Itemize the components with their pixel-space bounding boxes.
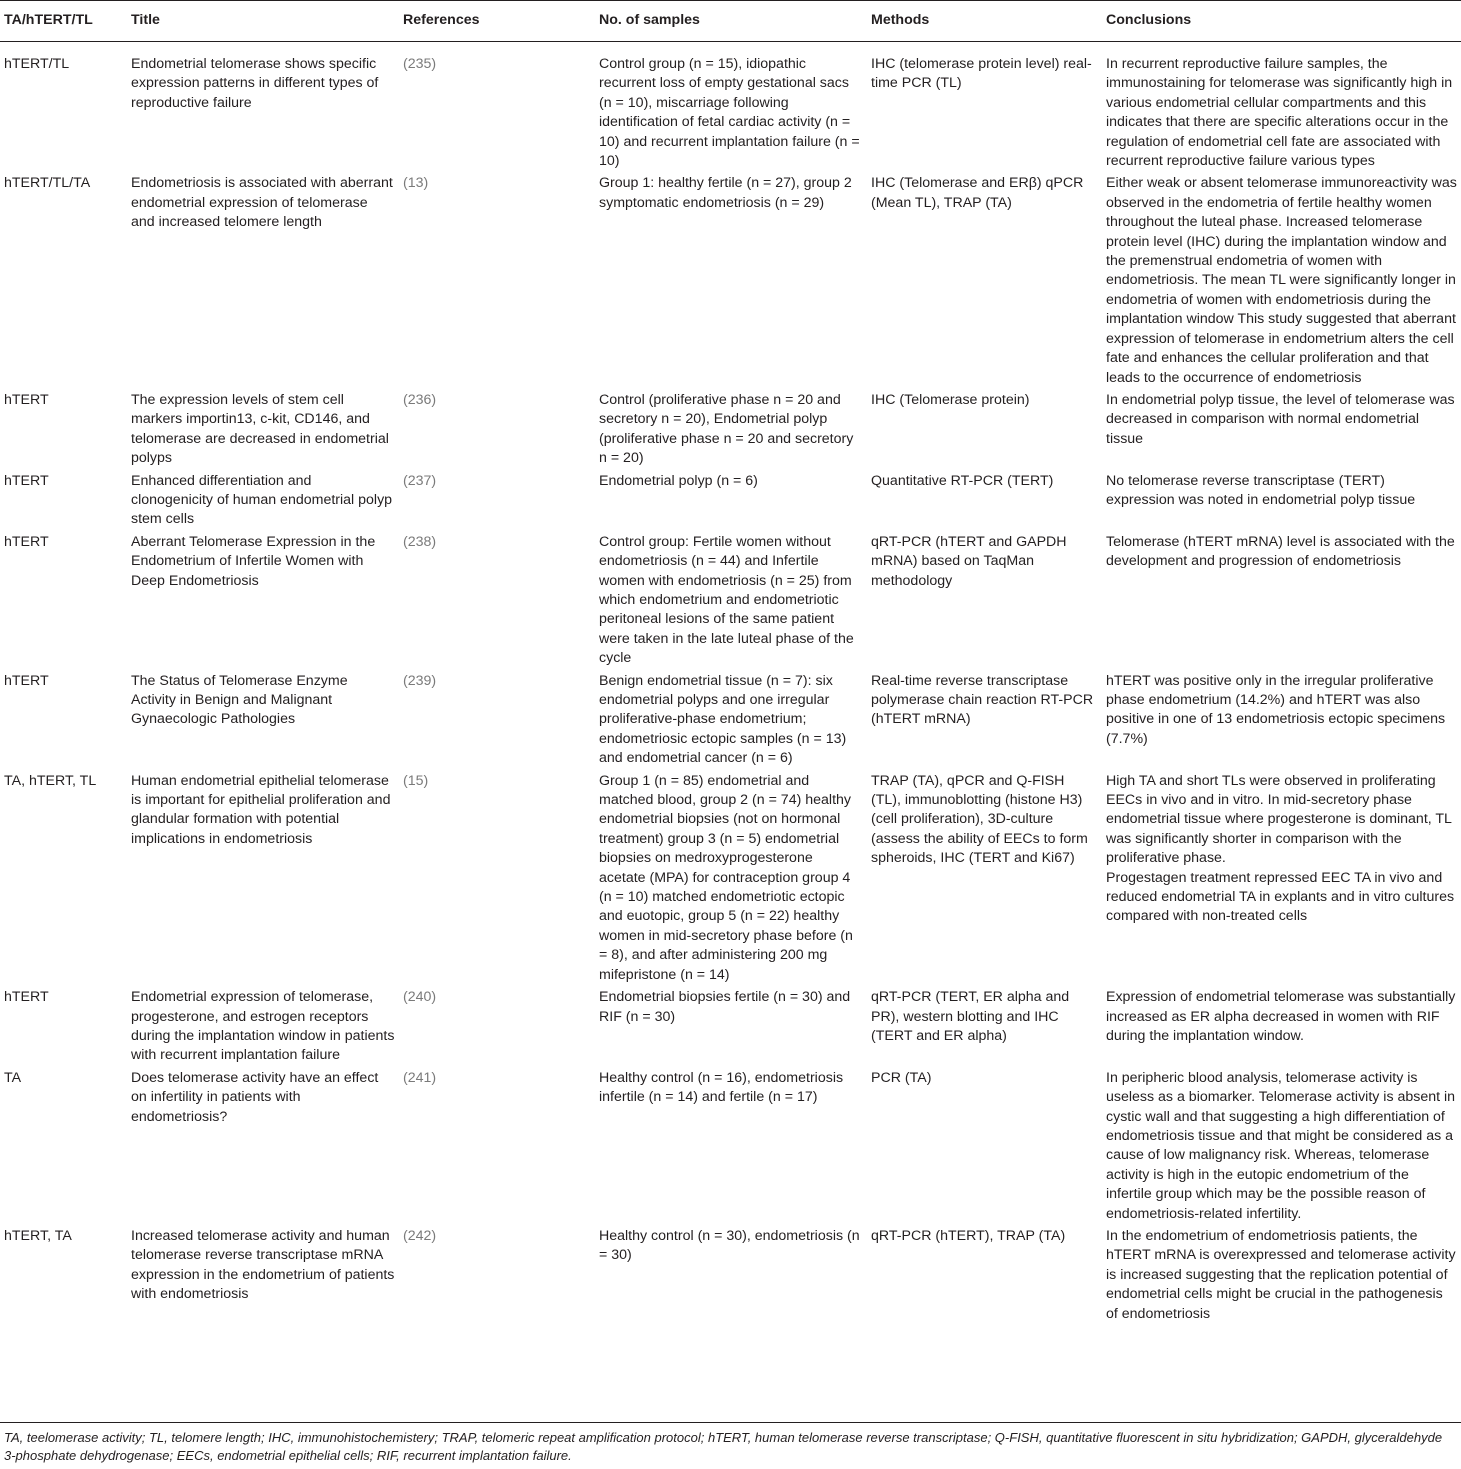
cell-reference[interactable]: (13) — [403, 175, 429, 192]
cell-title: The expression levels of stem cell markers importin13, c-kit, CD146, and telomerase are decreased in endometrial polyps — [131, 391, 389, 467]
table-row — [0, 1224, 1461, 1332]
cell-samples: Group 1: healthy fertile (n = 27), group 2 symptomatic endometriosis (n = 29) — [599, 175, 852, 211]
header-row — [0, 1, 1461, 42]
table-header — [0, 1, 1461, 42]
cell-reference[interactable]: (241) — [403, 1069, 437, 1086]
cell-type: hTERT/TL — [4, 56, 70, 72]
cell-methods: TRAP (TA), qPCR and Q-FISH (TL), immunoblotting (histone H3) (cell proliferation), 3D-culture (assess the ability of EECs to form spheroids, IHC (TERT and Ki67) — [871, 772, 1088, 867]
cell-methods: qRT-PCR (TERT, ER alpha and PR), western blotting and IHC (TERT and ER alpha) — [871, 989, 1070, 1044]
cell-type: hTERT/TL/TA — [4, 175, 91, 192]
cell-reference[interactable]: (236) — [403, 391, 437, 408]
cell-samples: Control group: Fertile women without endometriosis (n = 44) and Infertile women with endometriosis (n = 25) from which endometrium and endometriotic peritoneal lesions of the same patient were taken in the late luteal phase of the cycle — [599, 533, 854, 667]
cell-title: Aberrant Telomerase Expression in the Endometrium of Infertile Women with Deep Endometriosis — [131, 533, 376, 589]
cell-reference[interactable]: (15) — [403, 772, 429, 789]
cell-conclusions: hTERT was positive only in the irregular proliferative phase endometrium (14.2%) and hTERT was also positive in one of 13 endometriosis ectopic specimens (7.7%) — [1106, 672, 1446, 747]
header-type: TA/hTERT/TL — [0, 1, 127, 42]
table-footnote: TA, teelomerase activity; TL, telomere length; IHC, immunohistochemistery; TRAP, telomeric repeat amplification protocol; hTERT, human telomerase reverse transcriptase; Q-FISH, quantitative fluorescent in situ hybridization; GAPDH, glyceraldehyde 3-phosphate dehydrogenase; EECs, endometrial epithelial cells; RIF, recurrent implantation failure. — [0, 1422, 1461, 1465]
table-body — [0, 42, 1461, 1333]
cell-title: Enhanced differentiation and clonogenicity of human endometrial polyp stem cells — [131, 472, 393, 528]
cell-title: Endometrial telomerase shows specific expression patterns in different types of reproductive failure — [131, 56, 379, 111]
cell-title: The Status of Telomerase Enzyme Activity in Benign and Malignant Gynaecologic Pathologies — [131, 672, 348, 728]
cell-title: Endometrial expression of telomerase, progesterone, and estrogen receptors during the implantation window in patients with recurrent implantation failure — [131, 989, 395, 1064]
header-methods: Methods — [867, 1, 1102, 42]
cell-type: hTERT, TA — [4, 1227, 72, 1244]
table-row — [0, 530, 1461, 669]
cell-samples: Healthy control (n = 16), endometriosis infertile (n = 14) and fertile (n = 17) — [599, 1069, 844, 1106]
cell-samples: Endometrial polyp (n = 6) — [599, 472, 758, 489]
cell-title: Does telomerase activity have an effect on infertility in patients with endometriosis? — [131, 1069, 379, 1125]
table-row — [0, 669, 1461, 769]
cell-reference[interactable]: (235) — [403, 56, 437, 72]
header-conclusions: Conclusions — [1102, 1, 1461, 42]
header-samples: No. of samples — [595, 1, 867, 42]
cell-samples: Endometrial biopsies fertile (n = 30) and RIF (n = 30) — [599, 989, 851, 1025]
cell-reference[interactable]: (239) — [403, 672, 437, 689]
cell-samples: Healthy control (n = 30), endometriosis (n = 30) — [599, 1227, 860, 1264]
cell-conclusions: No telomerase reverse transcriptase (TERT) expression was noted in endometrial polyp tissue — [1106, 472, 1416, 508]
table-row — [0, 985, 1461, 1066]
table-row — [0, 42, 1461, 172]
cell-samples: Control (proliferative phase n = 20 and secretory n = 20), Endometrial polyp (proliferative phase n = 20 and secretory n = 20) — [599, 391, 854, 467]
table-row — [0, 469, 1461, 530]
cell-type: hTERT — [4, 472, 49, 489]
cell-conclusions: In endometrial polyp tissue, the level of telomerase was decreased in comparison with normal endometrial tissue — [1106, 391, 1455, 447]
cell-type: hTERT — [4, 533, 49, 550]
cell-type: TA, hTERT, TL — [4, 772, 97, 789]
cell-samples: Benign endometrial tissue (n = 7): six endometrial polyps and one irregular proliferative-phase endometrium; endometriosic ectopic samples (n = 13) and endometrial cancer (n = 6) — [599, 672, 847, 767]
cell-conclusions: High TA and short TLs were observed in proliferating EECs in vivo and in vitro. In mid-secretory phase endometrial tissue where progesterone is dominant, TL was significantly shorter in comparison with the proliferative phase. Progestagen treatment repressed EEC TA in vivo and reduced endometrial TA in explants and in vitro cultures compared with non-treated cells — [1106, 772, 1455, 925]
cell-methods: Quantitative RT-PCR (TERT) — [871, 472, 1054, 489]
cell-methods: IHC (Telomerase protein) — [871, 391, 1030, 408]
header-references: References — [399, 1, 595, 42]
cell-methods: qRT-PCR (hTERT and GAPDH mRNA) based on TaqMan methodology — [871, 533, 1067, 589]
table-row — [0, 769, 1461, 985]
cell-reference[interactable]: (242) — [403, 1227, 437, 1244]
cell-samples: Group 1 (n = 85) endometrial and matched blood, group 2 (n = 74) healthy endometrial biopsies (not on hormonal treatment) group 3 (n = 5) endometrial biopsies on medroxyprogesterone acetate (MPA) for contraception group 4 (n = 10) matched endometriotic ectopic and euotopic, group 5 (n = 22) healthy women in mid-secretory phase before (n = 8), and after administering 200 mg mifepristone (n = 14) — [599, 772, 853, 983]
cell-reference[interactable]: (240) — [403, 989, 437, 1006]
cell-title: Endometriosis is associated with aberrant endometrial expression of telomerase and increased telomere length — [131, 175, 393, 231]
cell-type: TA — [4, 1069, 22, 1086]
cell-samples: Control group (n = 15), idiopathic recurrent loss of empty gestational sacs (n = 10), miscarriage following identification of fetal cardiac activity (n = 10) and recurrent implantation failure (n = 10) — [599, 56, 860, 170]
cell-type: hTERT — [4, 989, 49, 1006]
cell-methods: PCR (TA) — [871, 1069, 932, 1086]
cell-methods: IHC (telomerase protein level) real-time PCR (TL) — [871, 56, 1092, 92]
table-row — [0, 171, 1461, 387]
cell-methods: Real-time reverse transcriptase polymerase chain reaction RT-PCR (hTERT mRNA) — [871, 672, 1094, 728]
cell-conclusions: In recurrent reproductive failure samples, the immunostaining for telomerase was significantly high in various endometrial cellular compartments and this indicates that there are specific alterations occur in the regulation of endometrial cell fate are associated with recurrent reproductive failure various types — [1106, 56, 1453, 170]
cell-conclusions: In the endometrium of endometriosis patients, the hTERT mRNA is overexpressed and telomerase activity is increased suggesting that the replication potential of endometrial cells might be crucial in the pathogenesis of endometriosis — [1106, 1227, 1456, 1322]
cell-title: Human endometrial epithelial telomerase is important for epithelial proliferation and glandular formation with potential implications in endometriosis — [131, 772, 391, 847]
cell-conclusions: Expression of endometrial telomerase was substantially increased as ER alpha decreased in women with RIF during the implantation window. — [1106, 989, 1456, 1044]
cell-conclusions: Telomerase (hTERT mRNA) level is associated with the development and progression of endometriosis — [1106, 533, 1455, 570]
table-row — [0, 388, 1461, 469]
cell-methods: IHC (Telomerase and ERβ) qPCR (Mean TL), TRAP (TA) — [871, 175, 1084, 211]
cell-reference[interactable]: (237) — [403, 472, 437, 489]
cell-reference[interactable]: (238) — [403, 533, 437, 550]
cell-conclusions: In peripheric blood analysis, telomerase activity is useless as a biomarker. Telomerase activity is absent in cystic wall and that suggesting a high differentiation of endometriosis tissue and that might be considered as a cause of low malignancy risk. Whereas, telomerase activity is high in the eutopic endometrium of the infertile group which may be the possible reason of endometriosis-related infertility. — [1106, 1069, 1456, 1222]
header-title: Title — [127, 1, 399, 42]
cell-methods: qRT-PCR (hTERT), TRAP (TA) — [871, 1227, 1066, 1244]
cell-title: Increased telomerase activity and human telomerase reverse transcriptase mRNA expression in the endometrium of patients with endometriosis — [131, 1227, 395, 1303]
table-row — [0, 1066, 1461, 1224]
cell-type: hTERT — [4, 672, 49, 689]
cell-conclusions: Either weak or absent telomerase immunoreactivity was observed in the endometria of fertile healthy women throughout the luteal phase. Increased telomerase protein level (IHC) during the implantation window and the premenstrual endometria of women with endometriosis. The mean TL were significantly longer in endometria of women with endometriosis during the implantation window This study suggested that aberrant expression of telomerase in endometrium alters the cell fate and enhances the cellular proliferation and that leads to the occurrence of endometriosis — [1106, 175, 1457, 386]
cell-type: hTERT — [4, 391, 49, 408]
